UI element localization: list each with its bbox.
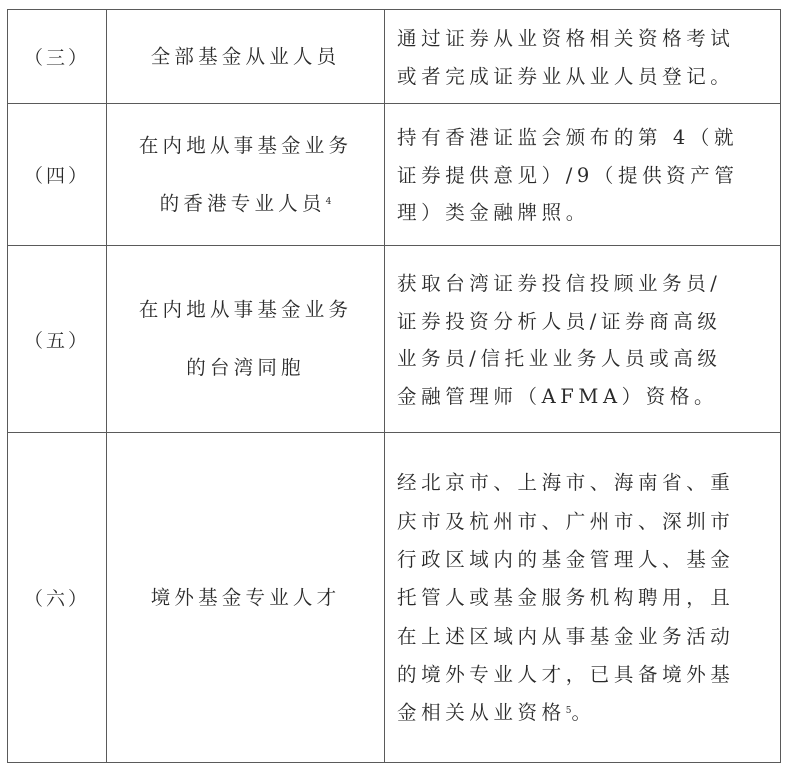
qualification-requirement: [385, 433, 781, 763]
row-index: （六）: [8, 433, 107, 763]
footnote-marker[interactable]: 5: [565, 706, 572, 717]
row-index: （五）: [8, 246, 107, 433]
qualification-requirement: [385, 10, 781, 104]
row-index: （四）: [8, 104, 107, 246]
requirement-line: 证券提供意见）/9（提供资产管: [397, 163, 739, 187]
qualification-table: [7, 9, 781, 763]
table-row: [8, 433, 781, 763]
qualification-requirement: [385, 104, 781, 246]
personnel-category: [107, 246, 385, 433]
category-line: 的台湾同胞: [186, 356, 305, 379]
category-line: 境外基金专业人才: [150, 585, 341, 609]
requirement-line: 经北京市、上海市、海南省、重: [397, 471, 735, 495]
requirement-line: 在上述区域内从事基金业务活动: [397, 624, 735, 648]
requirement-line: 行政区域内的基金管理人、基金: [397, 548, 735, 572]
personnel-category: [107, 10, 385, 104]
requirement-line: 金融管理师（AFMA）资格。: [397, 384, 719, 408]
requirement-line: 托管人或基金服务机构聘用，且: [397, 586, 735, 610]
category-line: 的香港专业人员$^4$: [159, 191, 332, 215]
requirement-line: 或者完成证券业从业人员登记。: [397, 64, 735, 88]
category-line: 在内地从事基金业务: [138, 298, 353, 321]
requirement-line: 金相关从业资格$^5$。: [397, 701, 596, 725]
category-line: 全部基金从业人员: [150, 44, 341, 68]
table-row: [8, 246, 781, 433]
personnel-category: [107, 433, 385, 763]
requirement-line: 获取台湾证券投信投顾业务员/: [397, 272, 722, 295]
row-index: （三）: [8, 10, 107, 104]
qualification-requirement: [385, 246, 781, 433]
table-row: [8, 10, 781, 104]
requirement-line: 证券投资分析人员/证券商高级: [397, 309, 722, 333]
requirement-line: 理）类金融牌照。: [397, 201, 590, 225]
footnote-marker[interactable]: 4: [325, 196, 332, 207]
requirement-line: 庆市及杭州市、广州市、深圳市: [397, 509, 735, 533]
table-row: [8, 104, 781, 246]
requirement-line: 业务员/信托业业务人员或高级: [397, 347, 722, 370]
requirement-line: 通过证券从业资格相关资格考试: [397, 27, 735, 50]
category-line: 在内地从事基金业务: [138, 133, 353, 157]
requirement-line: 的境外专业人才，已具备境外基: [397, 662, 735, 686]
requirement-line: 持有香港证监会颁布的第 4（就: [397, 126, 739, 150]
personnel-category: [107, 104, 385, 246]
